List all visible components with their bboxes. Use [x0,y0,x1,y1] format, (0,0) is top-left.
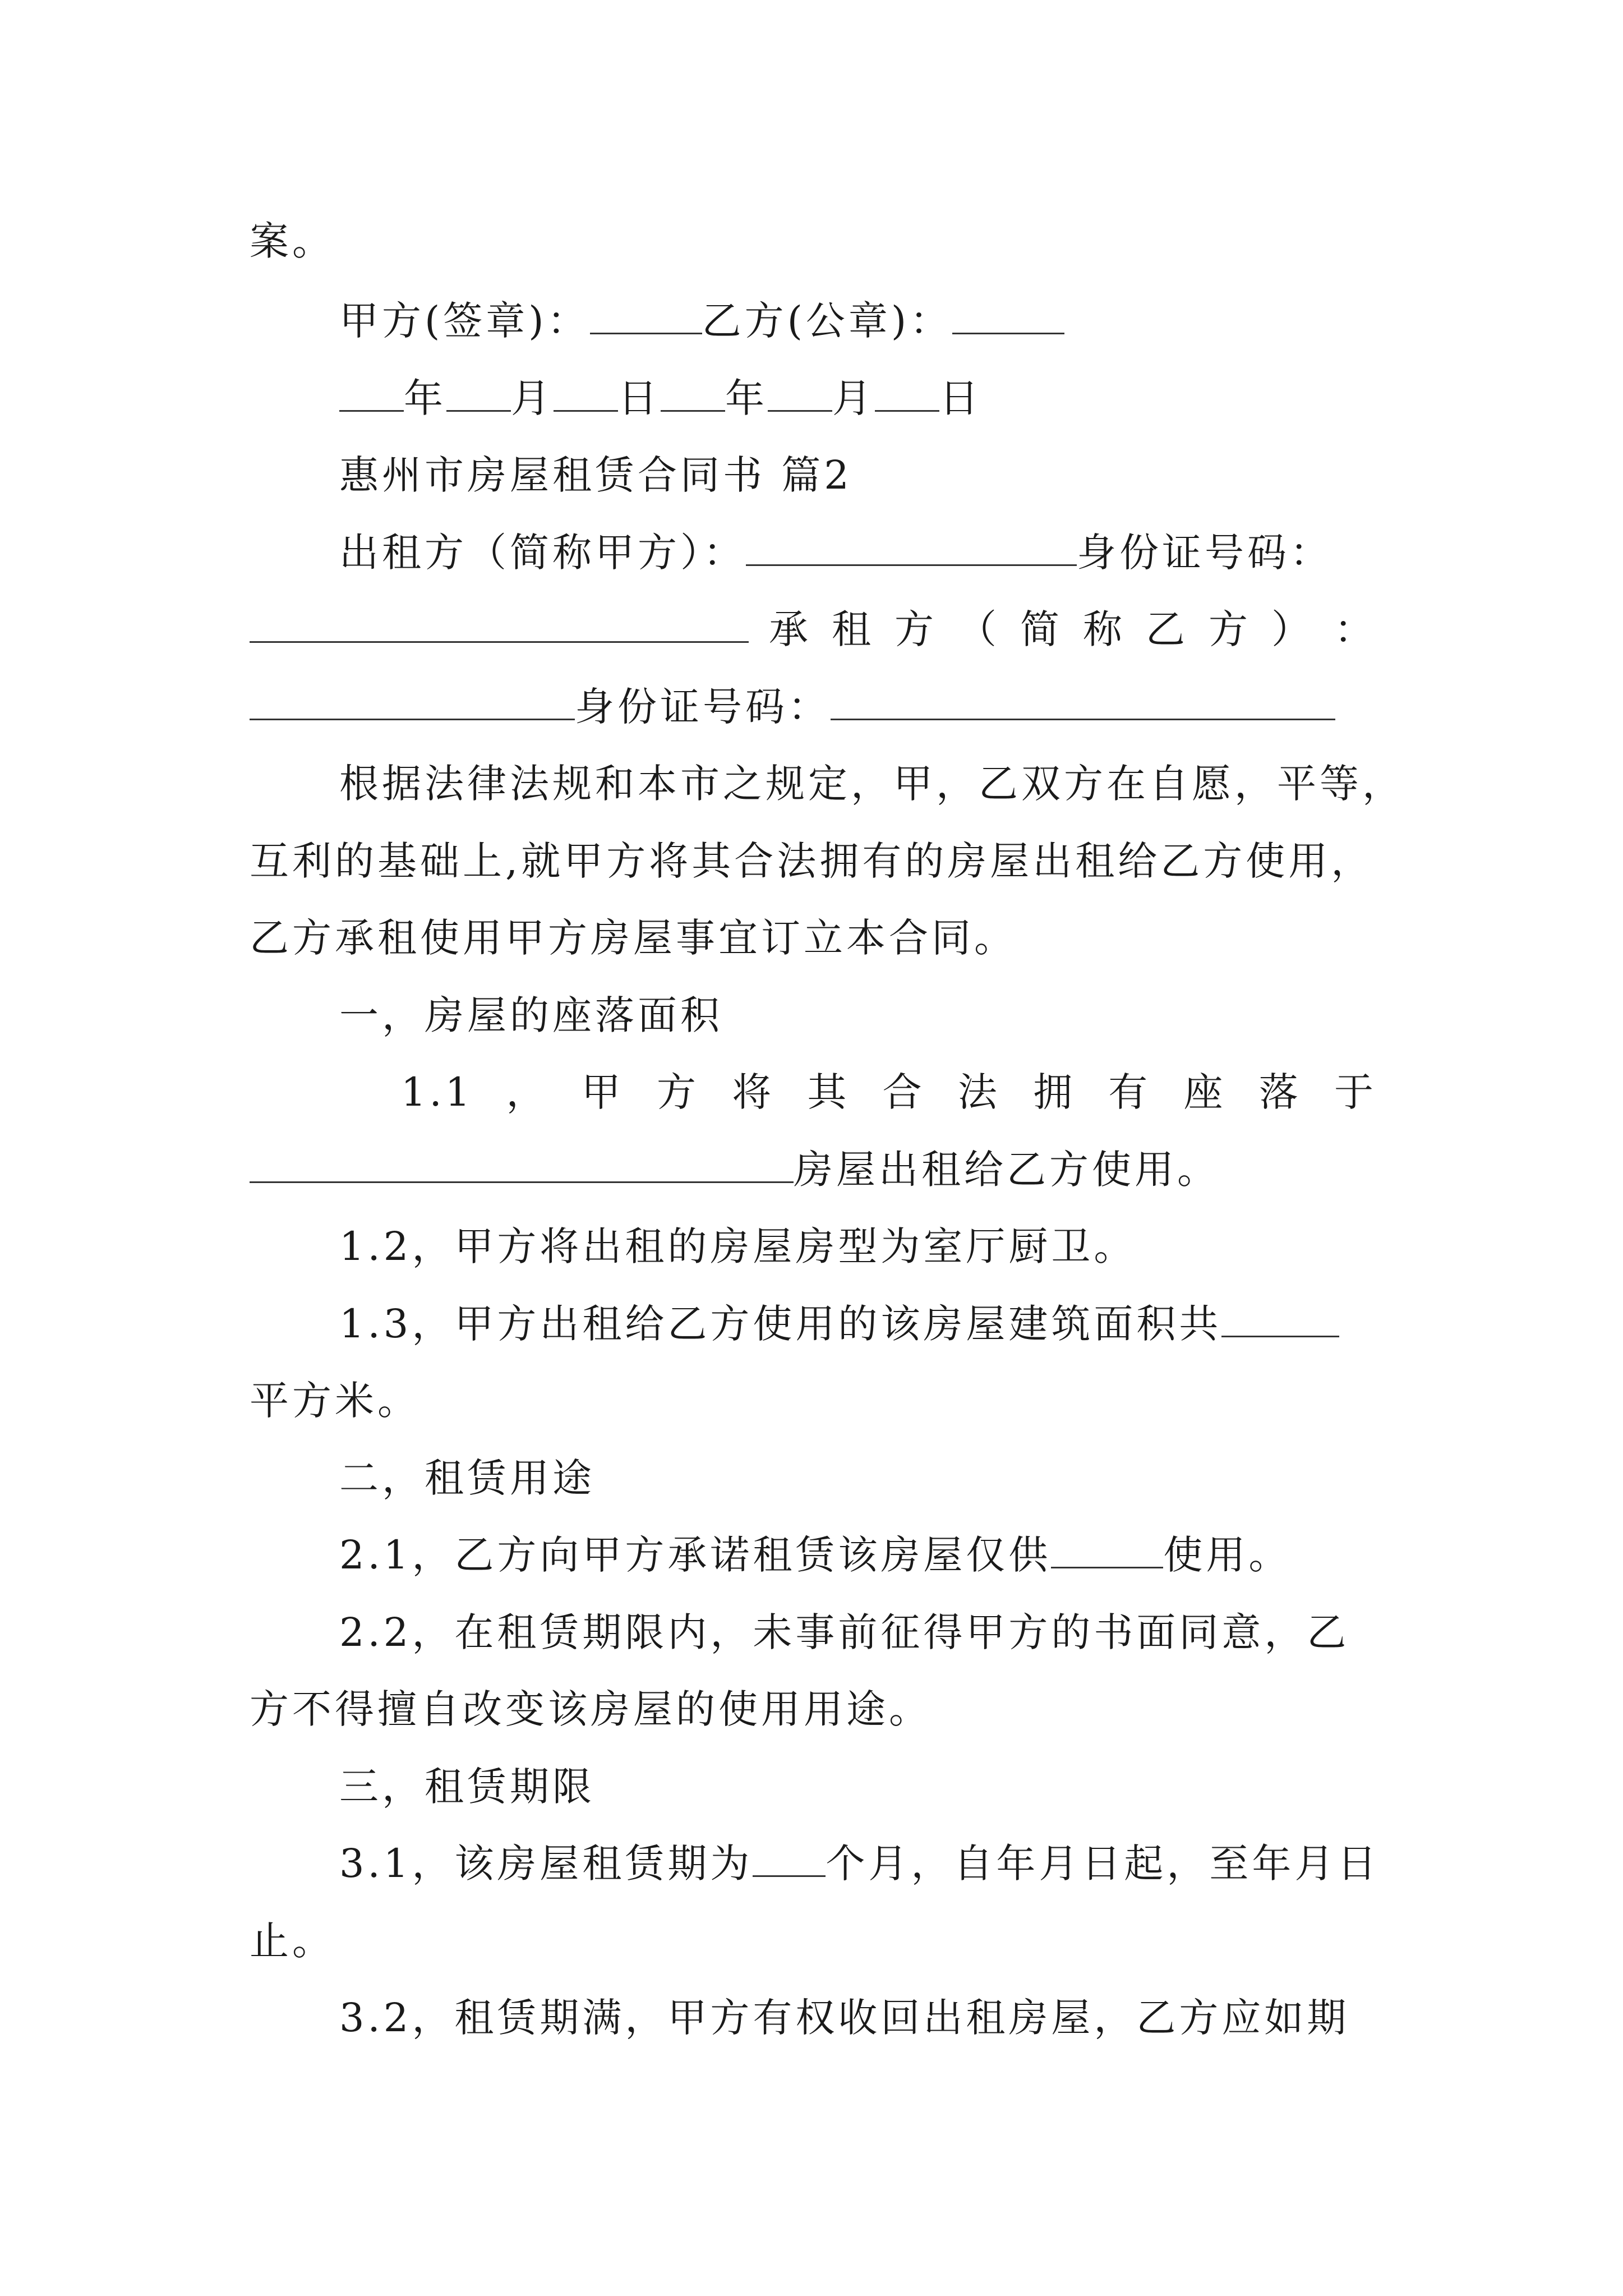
blank-field [339,375,404,412]
text-segment: 止。 [250,1918,335,1964]
text-line [339,1221,1136,1272]
text-segment: 方不得擅自改变该房屋的使用用途。 [250,1686,932,1732]
text-char: 方 [895,606,937,652]
date-month: 月 [832,375,875,421]
text-char: 其 [807,1069,850,1115]
text-line [339,1838,1380,1889]
blank-field [952,298,1064,334]
date-year: 年 [404,375,446,421]
blank-field [250,684,575,720]
text-char: 法 [957,1069,1000,1115]
text-segment: 3.1，该房屋租赁期为 [339,1841,753,1887]
text-segment: 案。 [250,218,335,264]
text-char: 将 [732,1069,775,1115]
id-number-label: 身份证号码： [575,684,831,730]
blank-field [1051,1532,1163,1568]
text-segment: 3.2，租赁期满，甲方有权收回出租房屋，乙方应如期 [339,1995,1350,2041]
text-segment: 1.2，甲方将出租的房屋房型为室厅厨卫。 [339,1223,1137,1269]
text-line [339,1607,1349,1658]
party-b-seal-label: 乙方(公章)： [702,298,953,344]
text-line [250,1375,420,1426]
text-line [339,1530,1291,1580]
text-segment: 房屋出租给乙方使用。 [794,1147,1220,1193]
date-line [339,373,982,424]
text-line [339,527,1332,578]
text-char: 方 [1209,606,1251,652]
text-line [339,1299,1339,1349]
section-heading [339,990,723,1041]
blank-field [746,530,1077,566]
text-line [250,604,1377,655]
text-char: ， [506,1069,549,1115]
text-char: 乙 [1146,606,1188,652]
heading-text: 一，房屋的座落面积 [339,992,723,1038]
signature-line [339,296,1064,346]
text-segment: 平方米。 [250,1378,420,1424]
text-char: 拥 [1033,1069,1076,1115]
text-segment: 根据法律法规和本市之规定，甲，乙双方在自愿，平等， [339,761,1405,807]
section-heading [339,1453,595,1503]
text-line [250,913,1017,963]
blank-field [661,375,725,412]
text-line [250,1916,335,1966]
text-line [250,682,1335,732]
blank-field [1221,1301,1339,1337]
text-char: 1.1 [401,1069,474,1115]
blank-field [753,1841,826,1877]
date-month: 月 [511,375,554,421]
party-a-signature-label: 甲方(签章)： [339,298,590,344]
text-char: 承 [769,606,811,652]
blank-field [250,1147,794,1183]
text-line [339,758,1405,809]
document-title: 惠州市房屋租赁合同书 篇2 [339,452,852,498]
text-segment: 2.1，乙方向甲方承诺租赁该房屋仅供 [339,1532,1052,1578]
date-day: 日 [939,375,982,421]
text-segment: 2.2，在租赁期限内，未事前征得甲方的书面同意，乙 [339,1609,1350,1655]
text-line [250,1144,1220,1195]
text-line [250,216,335,266]
text-char: 落 [1258,1069,1302,1115]
heading-text: 三，租赁期限 [339,1764,595,1810]
blank-field [446,375,511,412]
text-segment: 个月，自年月日起，至年月日 [826,1841,1380,1887]
blank-field [554,375,618,412]
date-year: 年 [725,375,768,421]
text-char: 方 [656,1069,699,1115]
text-char: 于 [1334,1069,1377,1115]
lessor-label: 出租方（简称甲方）： [339,530,746,576]
text-line [339,1993,1349,2043]
text-char: 称 [1083,606,1126,652]
text-char: ： [1334,606,1377,652]
text-char: 租 [832,606,874,652]
section-heading [339,1761,595,1812]
blank-field [768,375,832,412]
text-char: 有 [1108,1069,1151,1115]
blank-field [831,684,1335,720]
text-char: 简 [1020,606,1063,652]
text-line [401,1067,1377,1117]
text-segment: 1.3，甲方出租给乙方使用的该房屋建筑面积共 [339,1301,1222,1347]
id-number-label: 身份证号码： [1077,530,1332,576]
blank-field [250,606,749,643]
section-title [339,450,852,500]
text-char: 甲 [581,1069,624,1115]
date-day: 日 [618,375,661,421]
text-char: ） [1271,606,1314,652]
blank-field [590,298,702,334]
text-segment: 使用。 [1163,1532,1292,1578]
text-char: 座 [1183,1069,1227,1115]
text-char: 合 [882,1069,925,1115]
heading-text: 二，租赁用途 [339,1455,595,1501]
text-line [250,1684,932,1734]
text-char: （ [957,606,1000,652]
text-segment: 乙方承租使用甲方房屋事宜订立本合同。 [250,915,1017,961]
text-segment: 互利的基础上,就甲方将其合法拥有的房屋出租给乙方使用， [250,838,1374,884]
text-line [250,836,1373,886]
blank-field [875,375,939,412]
